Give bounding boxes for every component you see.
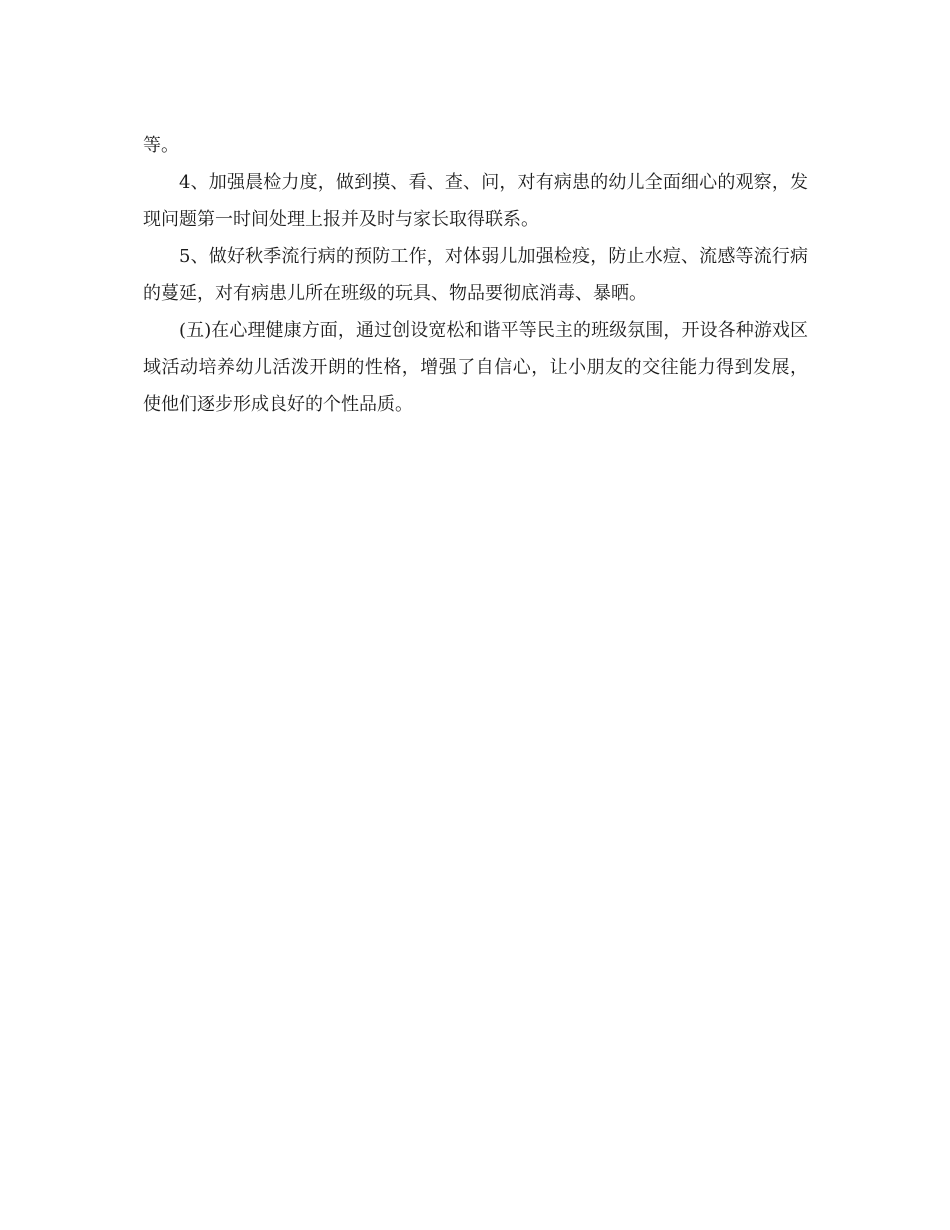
paragraph-section-5: (五)在心理健康方面，通过创设宽松和谐平等民主的班级氛围，开设各种游戏区域活动培养幼儿活泼开朗的性格，增强了自信心，让小朋友的交往能力得到发展，使他们逐步形成良好的个性品质。 xyxy=(143,320,808,415)
paragraph-continuation: 等。 xyxy=(143,135,179,156)
document-body xyxy=(143,127,808,423)
paragraph-item-4: 4、加强晨检力度，做到摸、看、查、问，对有病患的幼儿全面细心的观察，发现问题第一时间处理上报并及时与家长取得联系。 xyxy=(143,172,808,230)
paragraph-item-5: 5、做好秋季流行病的预防工作，对体弱儿加强检疫，防止水痘、流感等流行病的蔓延，对有病患儿所在班级的玩具、物品要彻底消毒、暴晒。 xyxy=(143,246,808,304)
